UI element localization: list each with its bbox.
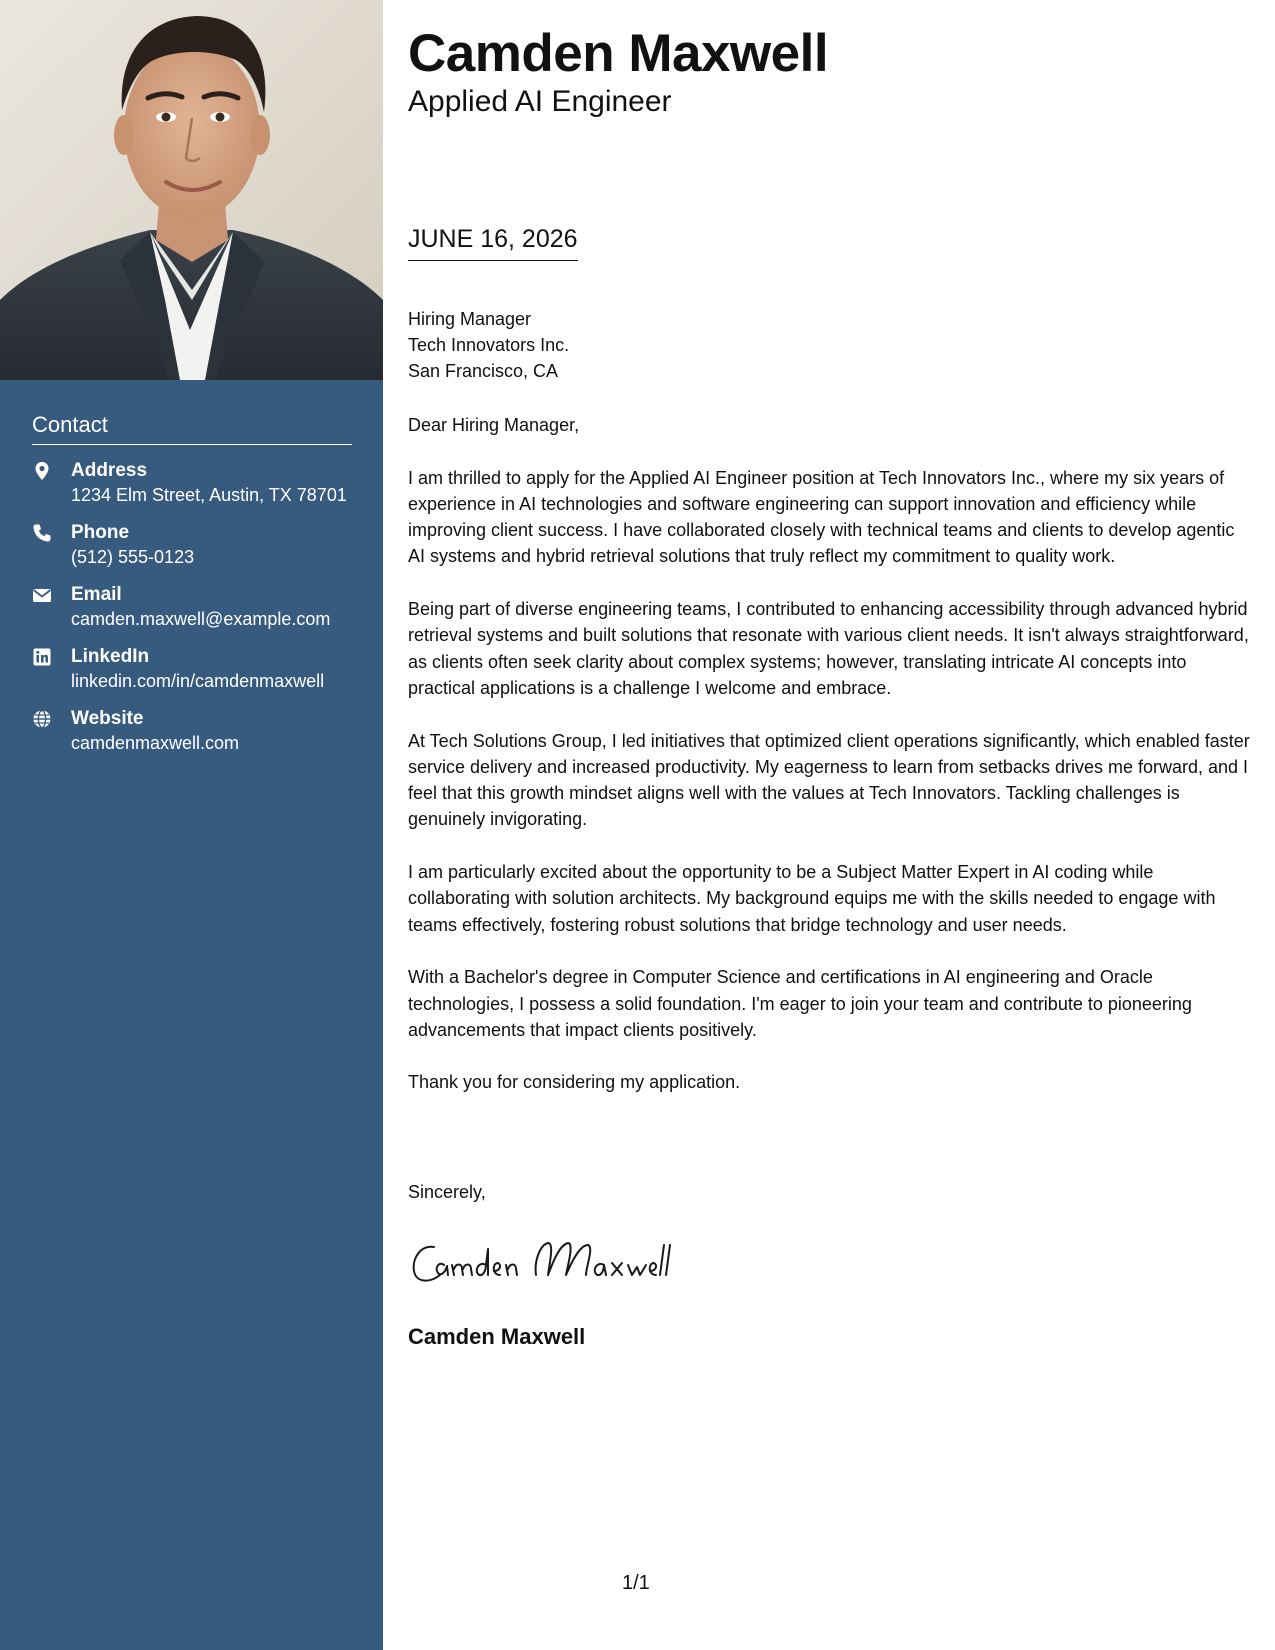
envelope-icon xyxy=(32,585,52,605)
letter-body xyxy=(408,412,1253,1122)
page-number: 1/1 xyxy=(622,1572,650,1594)
address-label: Address xyxy=(71,460,148,481)
letter-date: JUNE 16, 2026 xyxy=(408,222,578,261)
body-paragraph: Thank you for considering my application. xyxy=(408,1072,741,1093)
contact-item-linkedin xyxy=(32,645,352,693)
phone-value[interactable]: (512) 555-0123 xyxy=(71,547,195,567)
recipient-line: San Francisco, CA xyxy=(408,361,559,381)
email-label: Email xyxy=(71,584,122,605)
letter-main xyxy=(408,24,1253,1349)
phone-label: Phone xyxy=(71,522,130,543)
contact-item-email xyxy=(32,583,352,631)
website-label: Website xyxy=(71,708,144,729)
signature xyxy=(408,1231,678,1291)
recipient-line: Tech Innovators Inc. xyxy=(408,335,570,355)
applicant-title: Applied AI Engineer xyxy=(408,85,672,118)
body-paragraph: At Tech Solutions Group, I led initiatives that optimized client operations significantly, which enabled faster service delivery and increased productivity. My eagerness to learn from setbacks drives me forward, and I feel that this growth mindset aligns well with the values at Tech Innovators. Tackling challenges is genuinely invigorating. xyxy=(408,730,1250,830)
globe-icon xyxy=(32,709,52,729)
profile-photo xyxy=(0,0,383,380)
body-paragraph: Being part of diverse engineering teams, I contributed to enhancing accessibility through advanced hybrid retrieval systems and built solutions that resonate with various client needs. It isn't always straightforward, as clients often seek clarity about complex systems; however, translating intricate AI concepts into practical applications is a challenge I welcome and embrace. xyxy=(408,599,1249,698)
website-value[interactable]: camdenmaxwell.com xyxy=(71,733,240,753)
email-value[interactable]: camden.maxwell@example.com xyxy=(71,609,331,629)
body-paragraph: I am particularly excited about the opportunity to be a Subject Matter Expert in AI coding while collaborating with solution architects. My background equips me with the skills needed to engage with teams effectively, fostering robust solutions that bridge technology and user needs. xyxy=(408,862,1216,935)
body-paragraph: With a Bachelor's degree in Computer Science and certifications in AI engineering and Oracle technologies, I possess a solid foundation. I'm eager to join your team and contribute to pioneering advancements that impact clients positively. xyxy=(408,967,1192,1040)
phone-icon xyxy=(32,523,52,543)
body-paragraph: I am thrilled to apply for the Applied AI Engineer position at Tech Innovators Inc., where my six years of experience in AI technologies and software engineering can support innovation and efficiency while improving client success. I have collaborated closely with technical teams and clients to develop agentic AI systems and hybrid retrieval solutions that truly reflect my commitment to quality work. xyxy=(408,467,1235,567)
contact-section xyxy=(32,412,352,769)
recipient-block xyxy=(408,306,569,384)
recipient-line: Hiring Manager xyxy=(408,309,532,329)
greeting: Dear Hiring Manager, xyxy=(408,415,580,435)
linkedin-value[interactable]: linkedin.com/in/camdenmaxwell xyxy=(71,671,325,691)
applicant-name: Camden Maxwell xyxy=(408,24,829,83)
sidebar xyxy=(0,0,383,1650)
contact-item-address xyxy=(32,459,352,507)
signer-name: Camden Maxwell xyxy=(408,1324,586,1349)
linkedin-label: LinkedIn xyxy=(71,646,150,667)
address-value: 1234 Elm Street, Austin, TX 78701 xyxy=(71,485,347,505)
contact-heading: Contact xyxy=(32,412,352,445)
contact-item-website xyxy=(32,707,352,755)
contact-item-phone xyxy=(32,521,352,569)
closing: Sincerely, xyxy=(408,1182,486,1202)
map-pin-icon xyxy=(32,461,52,481)
linkedin-icon xyxy=(32,647,52,667)
